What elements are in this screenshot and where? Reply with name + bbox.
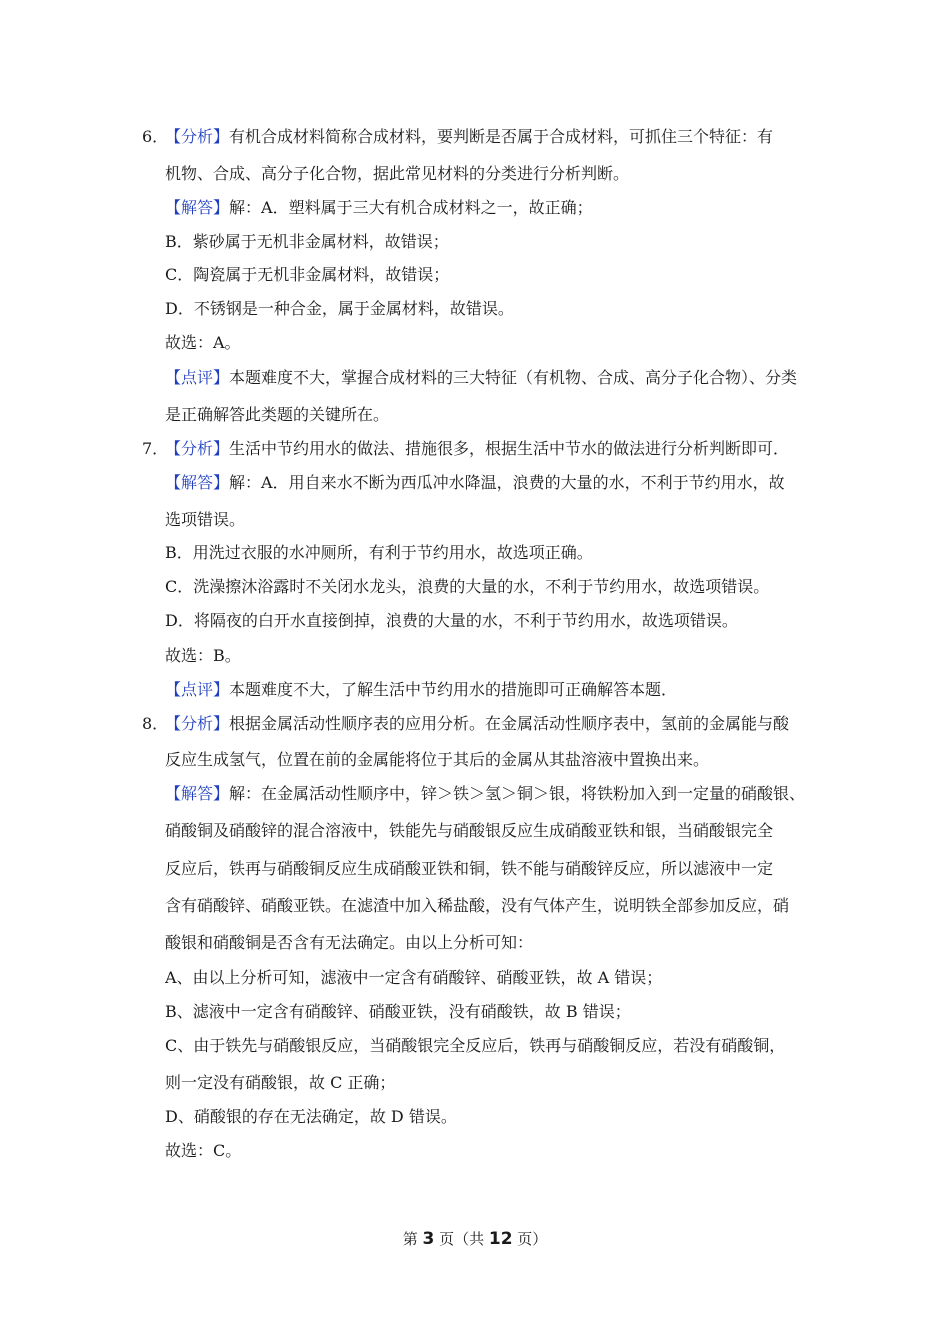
answer-line: 硝酸铜及硝酸锌的混合溶液中，铁能先与硝酸银反应生成硝酸亚铁和银，当硝酸银完全 [165, 821, 774, 840]
answer-line: C．洗澡擦沐浴露时不关闭水龙头，浪费的大量的水，不利于节约用水，故选项错误。 [165, 577, 770, 596]
answer-line: B．用洗过衣服的水冲厕所，有利于节约用水，故选项正确。 [165, 543, 593, 562]
analysis-line: 反应生成氢气，位置在前的金属能将位于其后的金属从其盐溶液中置换出来。 [165, 750, 710, 769]
answer-tag: 【解答】 [165, 473, 230, 492]
answer-line: C、由于铁先与硝酸银反应，当硝酸银完全反应后，铁再与硝酸铜反应，若没有硝酸铜， [165, 1036, 786, 1055]
analysis-text: 根据金属活动性顺序表的应用分析。在金属活动性顺序表中，氢前的金属能与酸 [229, 714, 790, 733]
answer-line: D．不锈钢是一种合金，属于金属材料，故错误。 [165, 299, 514, 318]
answer-line: 则一定没有硝酸银，故 C 正确； [165, 1073, 396, 1092]
comment-tag: 【点评】 [165, 368, 230, 387]
answer-line [165, 473, 785, 493]
comment-tag: 【点评】 [165, 680, 230, 699]
page-footer [0, 1229, 950, 1249]
analysis-line: 机物、合成、高分子化合物，据此常见材料的分类进行分析判断。 [165, 164, 630, 183]
footer-suffix: 页） [512, 1230, 548, 1248]
answer-choice: 故选：A。 [165, 333, 241, 352]
answer-line: 含有硝酸锌、硝酸亚铁。在滤渣中加入稀盐酸，没有气体产生，说明铁全部参加反应，硝 [165, 896, 790, 915]
footer-prefix: 第 [402, 1230, 423, 1248]
analysis-tag: 【分析】 [165, 127, 230, 146]
answer-tag: 【解答】 [165, 198, 230, 217]
analysis-line [165, 714, 789, 734]
answer-line: 酸银和硝酸铜是否含有无法确定。由以上分析可知： [165, 933, 534, 952]
answer-line: C．陶瓷属于无机非金属材料，故错误； [165, 265, 450, 284]
answer-line [165, 784, 805, 804]
answer-text: 解：在金属活动性顺序中，锌＞铁＞氢＞铜＞银，将铁粉加入到一定量的硝酸银、 [229, 784, 806, 803]
answer-text: 解：A．塑料属于三大有机合成材料之一，故正确； [229, 198, 593, 217]
answer-tag: 【解答】 [165, 784, 230, 803]
footer-middle: 页（共 [434, 1230, 489, 1248]
page-number: 3 [422, 1229, 435, 1249]
question-number: 7． [142, 439, 169, 458]
analysis-text: 生活中节约用水的做法、措施很多，根据生活中节水的做法进行分析判断即可． [229, 439, 790, 458]
analysis-tag: 【分析】 [165, 714, 230, 733]
analysis-text: 有机合成材料简称合成材料，要判断是否属于合成材料，可抓住三个特征：有 [229, 127, 774, 146]
comment-text: 本题难度不大，了解生活中节约用水的措施即可正确解答本题． [229, 680, 678, 699]
answer-choice: 故选：C。 [165, 1141, 242, 1160]
answer-line: D．将隔夜的白开水直接倒掉，浪费的大量的水，不利于节约用水，故选项错误。 [165, 611, 738, 630]
answer-line: B、滤液中一定含有硝酸锌、硝酸亚铁，没有硝酸铁，故 B 错误； [165, 1002, 631, 1021]
comment-text: 本题难度不大，掌握合成材料的三大特征（有机物、合成、高分子化合物）、分类 [229, 368, 798, 387]
answer-line: B．紫砂属于无机非金属材料，故错误； [165, 232, 449, 251]
comment-line [165, 680, 677, 700]
page-total: 12 [488, 1229, 513, 1249]
answer-line: 选项错误。 [165, 510, 246, 529]
question-number: 6． [142, 127, 169, 146]
answer-choice: 故选：B。 [165, 646, 241, 665]
answer-text: 解：A．用自来水不断为西瓜冲水降温，浪费的大量的水，不利于节约用水，故 [229, 473, 785, 492]
answer-line: D、硝酸银的存在无法确定，故 D 错误。 [165, 1107, 457, 1126]
question-number: 8． [142, 714, 169, 733]
comment-line [165, 368, 797, 388]
analysis-tag: 【分析】 [165, 439, 230, 458]
answer-line: 反应后，铁再与硝酸铜反应生成硝酸亚铁和铜，铁不能与硝酸锌反应，所以滤液中一定 [165, 859, 774, 878]
answer-line [165, 198, 593, 218]
analysis-line [165, 127, 773, 147]
comment-line: 是正确解答此类题的关键所在。 [165, 405, 390, 424]
analysis-line [165, 439, 789, 459]
answer-line: A、由以上分析可知，滤液中一定含有硝酸锌、硝酸亚铁，故 A 错误； [165, 968, 663, 987]
